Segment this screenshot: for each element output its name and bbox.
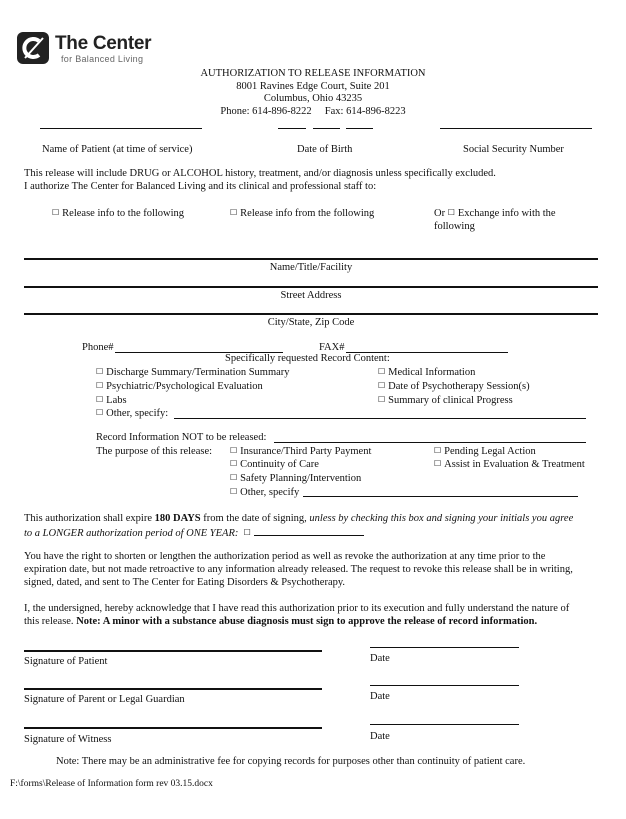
guardian-date-field[interactable] — [370, 685, 519, 686]
phone-fax: Phone: 614-896-8222 Fax: 614-896-8223 — [220, 105, 406, 117]
checkbox-icon[interactable]: ☐ — [96, 408, 104, 417]
one-year-checkbox[interactable]: ☐ — [243, 528, 251, 537]
city-state-zip-label: City/State, Zip Code — [267, 317, 355, 328]
logo — [17, 30, 187, 66]
record-other[interactable]: ☐ Other, specify: — [96, 408, 169, 419]
intro-line-1: This release will include DRUG or ALCOHOL history, treatment, and/or diagnosis unless specifically excluded. — [24, 168, 496, 179]
witness-date-label: Date — [370, 731, 390, 742]
record-content-heading: Specifically requested Record Content: — [225, 353, 390, 364]
patient-date-label: Date — [370, 653, 390, 664]
checkbox-icon[interactable]: ☐ — [230, 446, 238, 455]
dob-day-field[interactable] — [313, 128, 340, 129]
checkbox-icon[interactable]: ☐ — [378, 395, 386, 404]
checkbox-icon[interactable]: ☐ — [378, 381, 386, 390]
witness-date-field[interactable] — [370, 724, 519, 725]
purpose-continuity[interactable]: ☐ Continuity of Care — [230, 459, 319, 470]
facility-name-field[interactable] — [24, 258, 598, 260]
logo-c-icon — [17, 32, 49, 64]
option-release-to[interactable]: ☐ Release info to the following — [52, 208, 185, 219]
form-title: AUTHORIZATION TO RELEASE INFORMATION — [200, 68, 426, 79]
expiry-text: This authorization shall expire 180 DAYS from the date of signing, unless by checking this box and signing your initials you agree to a LONGER authorization period of ONE YEAR: ☐ — [24, 513, 574, 539]
record-summary-progress[interactable]: ☐ Summary of clinical Progress — [378, 395, 513, 406]
record-medical[interactable]: ☐ Medical Information — [378, 367, 476, 378]
guardian-signature-field[interactable] — [24, 688, 322, 690]
footer-note: Note: There may be an administrative fee for copying records for purposes other than continuity of patient care. — [56, 756, 526, 767]
checkbox-icon[interactable]: ☐ — [230, 487, 238, 496]
checkbox-icon[interactable]: ☐ — [230, 208, 238, 217]
checkbox-icon[interactable]: ☐ — [96, 395, 104, 404]
guardian-date-label: Date — [370, 691, 390, 702]
purpose-legal[interactable]: ☐ Pending Legal Action — [434, 446, 536, 457]
record-other-field[interactable] — [174, 408, 586, 419]
form-header — [0, 68, 626, 118]
patient-signature-field[interactable] — [24, 650, 322, 652]
phone-field[interactable] — [115, 342, 283, 353]
option-release-from[interactable]: ☐ Release info from the following — [230, 208, 375, 219]
option-exchange[interactable]: Or ☐ Exchange info with the following — [434, 208, 556, 232]
purpose-assist[interactable]: ☐ Assist in Evaluation & Treatment — [434, 459, 585, 470]
purpose-insurance[interactable]: ☐ Insurance/Third Party Payment — [230, 446, 372, 457]
logo-title: The Center — [55, 33, 152, 54]
checkbox-icon[interactable]: ☐ — [96, 367, 104, 376]
purpose-safety[interactable]: ☐ Safety Planning/Intervention — [230, 473, 362, 484]
logo-subtitle: for Balanced Living — [61, 54, 144, 64]
street-address-field[interactable] — [24, 286, 598, 288]
patient-name-label: Name of Patient (at time of service) — [42, 144, 193, 155]
address-line-1: 8001 Ravines Edge Court, Suite 201 — [236, 80, 390, 92]
rights-text: You have the right to shorten or lengthen the authorization period as well as revoke the authorization at any time prior to the expiration date, but not made retroactive to any information already released. The request to revoke this release shall be in writing, signed, dated, and sent to The Center for Eating Disorders & Psychotherapy. — [24, 551, 573, 588]
checkbox-icon[interactable]: ☐ — [52, 208, 60, 217]
dob-year-field[interactable] — [346, 128, 373, 129]
patient-name-field[interactable] — [40, 128, 202, 129]
checkbox-icon[interactable]: ☐ — [378, 367, 386, 376]
record-psychotherapy-dates[interactable]: ☐ Date of Psychotherapy Session(s) — [378, 381, 530, 392]
fax-label: FAX# — [319, 342, 345, 353]
record-labs[interactable]: ☐ Labs — [96, 395, 127, 406]
phone-label: Phone# — [82, 342, 114, 353]
purpose-label: The purpose of this release: — [96, 446, 213, 457]
dob-month-field[interactable] — [278, 128, 306, 129]
footer-path: F:\forms\Release of Information form rev 03.15.docx — [10, 779, 213, 789]
checkbox-icon[interactable]: ☐ — [447, 208, 455, 217]
checkbox-icon[interactable]: ☐ — [434, 446, 442, 455]
ssn-label: Social Security Number — [463, 144, 564, 155]
not-released-field[interactable] — [274, 432, 586, 443]
city-state-zip-field[interactable] — [24, 313, 598, 315]
initials-field[interactable] — [254, 526, 364, 536]
street-address-label: Street Address — [280, 290, 342, 301]
facility-name-label: Name/Title/Facility — [269, 262, 353, 273]
purpose-other-field[interactable] — [303, 486, 578, 497]
address-line-2: Columbus, Ohio 43235 — [263, 93, 363, 104]
patient-date-field[interactable] — [370, 647, 519, 648]
intro-line-2: I authorize The Center for Balanced Living and its clinical and professional staff to: — [24, 180, 377, 192]
checkbox-icon[interactable]: ☐ — [230, 459, 238, 468]
ssn-field[interactable] — [440, 128, 592, 129]
checkbox-icon[interactable]: ☐ — [434, 459, 442, 468]
dob-label: Date of Birth — [297, 144, 353, 155]
not-released-label: Record Information NOT to be released: — [96, 432, 267, 443]
purpose-other[interactable]: ☐ Other, specify — [230, 487, 300, 498]
fax-field[interactable] — [346, 342, 508, 353]
witness-signature-field[interactable] — [24, 727, 322, 729]
guardian-signature-label: Signature of Parent or Legal Guardian — [24, 694, 185, 705]
checkbox-icon[interactable]: ☐ — [230, 473, 238, 482]
record-psych-eval[interactable]: ☐ Psychiatric/Psychological Evaluation — [96, 381, 263, 392]
acknowledge-text: I, the undersigned, hereby acknowledge that I have read this authorization prior to its execution and fully understand the nature of this release. Note: A minor with a substance abuse diagnosis must sign to approve the release of record information. — [24, 603, 570, 627]
checkbox-icon[interactable]: ☐ — [96, 381, 104, 390]
intro-text — [24, 168, 496, 193]
witness-signature-label: Signature of Witness — [24, 734, 112, 745]
patient-signature-label: Signature of Patient — [24, 656, 108, 667]
record-discharge[interactable]: ☐ Discharge Summary/Termination Summary — [96, 367, 290, 378]
